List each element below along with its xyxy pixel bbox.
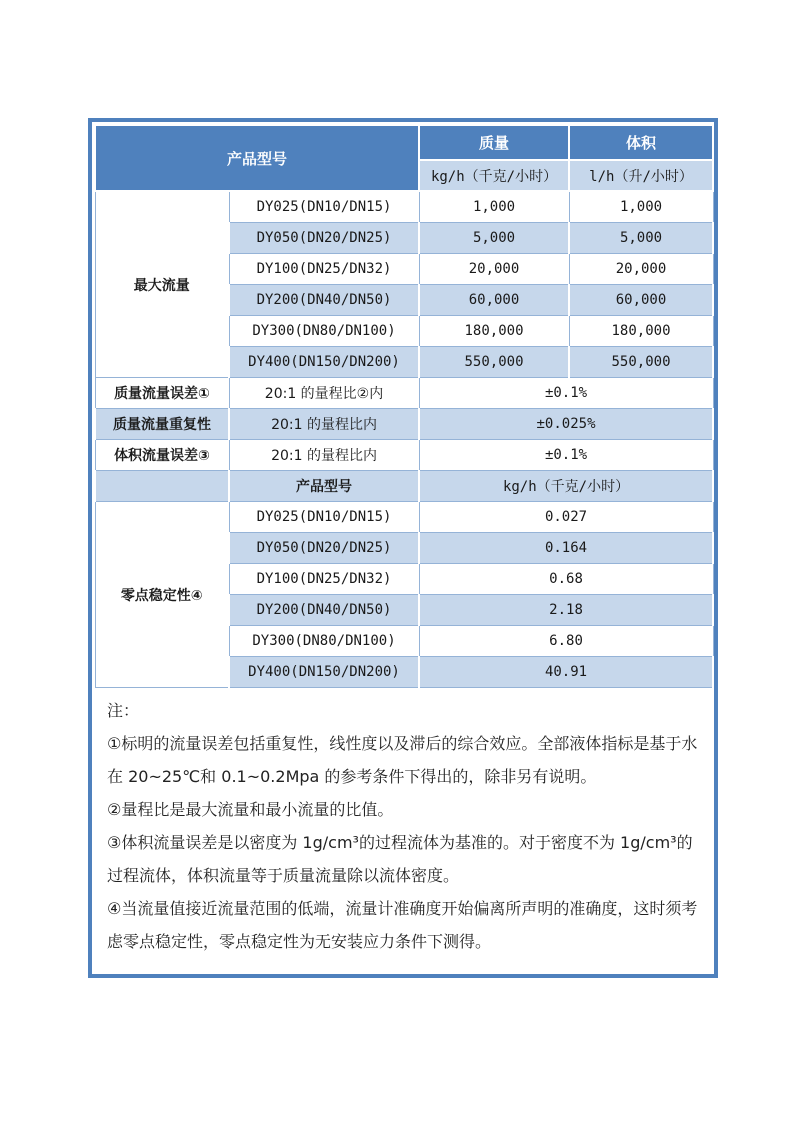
spec-label: 体积流量误差③: [95, 440, 229, 471]
volume-value-cell: 60,000: [569, 285, 713, 316]
volume-value-cell: 20,000: [569, 254, 713, 285]
volume-value-cell: 5,000: [569, 223, 713, 254]
volume-value-cell: 180,000: [569, 316, 713, 347]
max-flow-label: 最大流量: [95, 191, 229, 378]
spec-condition: 20:1 的量程比内: [229, 409, 419, 440]
header-mass: 质量: [419, 125, 569, 160]
mass-value-cell: 550,000: [419, 347, 569, 378]
model-cell: DY200(DN40/DN50): [229, 595, 419, 626]
mass-value-cell: 60,000: [419, 285, 569, 316]
table-row: [95, 191, 713, 223]
mass-value-cell: 180,000: [419, 316, 569, 347]
zero-header-unit: kg/h（千克/小时）: [419, 471, 713, 502]
model-cell: DY100(DN25/DN32): [229, 254, 419, 285]
model-cell: DY025(DN10/DN15): [229, 191, 419, 223]
model-cell: DY200(DN40/DN50): [229, 285, 419, 316]
model-cell: DY400(DN150/DN200): [229, 657, 419, 688]
zero-value-cell: 6.80: [419, 626, 713, 657]
zero-stability-label: 零点稳定性④: [95, 502, 229, 688]
model-cell: DY400(DN150/DN200): [229, 347, 419, 378]
zero-value-cell: 0.164: [419, 533, 713, 564]
flow-spec-table: [94, 124, 714, 688]
model-cell: DY100(DN25/DN32): [229, 564, 419, 595]
model-cell: DY300(DN80/DN100): [229, 626, 419, 657]
note-item-3: ③体积流量误差是以密度为 1g/cm³的过程流体为基准的。对于密度不为 1g/cm³的过程流体，体积流量等于质量流量除以流体密度。: [107, 833, 693, 885]
notes-title: 注：: [107, 701, 140, 720]
zero-value-cell: 0.68: [419, 564, 713, 595]
table-row: [95, 409, 713, 440]
zero-header-row: [95, 471, 713, 502]
header-volume-unit: l/h（升/小时）: [569, 160, 713, 191]
spec-sheet-inner: [92, 122, 714, 974]
spec-sheet-frame: [88, 118, 718, 978]
empty-cell: [95, 471, 229, 502]
note-item-1: ①标明的流量误差包括重复性，线性度以及滞后的综合效应。全部液体指标是基于水在 20~25℃和 0.1~0.2Mpa 的参考条件下得出的，除非另有说明。: [107, 734, 698, 786]
spec-value: ±0.025%: [419, 409, 713, 440]
spec-condition: 20:1 的量程比内: [229, 440, 419, 471]
model-cell: DY050(DN20/DN25): [229, 223, 419, 254]
spec-label: 质量流量误差①: [95, 378, 229, 409]
table-row: [95, 378, 713, 409]
volume-value-cell: 550,000: [569, 347, 713, 378]
note-item-2: ②量程比是最大流量和最小流量的比值。: [107, 800, 394, 819]
model-cell: DY300(DN80/DN100): [229, 316, 419, 347]
zero-header-product-model: 产品型号: [229, 471, 419, 502]
volume-value-cell: 1,000: [569, 191, 713, 223]
mass-value-cell: 5,000: [419, 223, 569, 254]
spec-label: 质量流量重复性: [95, 409, 229, 440]
spec-condition: 20:1 的量程比②内: [229, 378, 419, 409]
spec-value: ±0.1%: [419, 440, 713, 471]
header-mass-unit: kg/h（千克/小时）: [419, 160, 569, 191]
model-cell: DY025(DN10/DN15): [229, 502, 419, 533]
model-cell: DY050(DN20/DN25): [229, 533, 419, 564]
table-row: [95, 502, 713, 533]
header-product-model: 产品型号: [95, 125, 419, 191]
mass-value-cell: 20,000: [419, 254, 569, 285]
zero-value-cell: 40.91: [419, 657, 713, 688]
note-item-4: ④当流量值接近流量范围的低端，流量计准确度开始偏离所声明的准确度，这时须考虑零点稳定性，零点稳定性为无安装应力条件下测得。: [107, 899, 698, 951]
zero-value-cell: 2.18: [419, 595, 713, 626]
notes-section: [94, 688, 712, 972]
table-row: [95, 440, 713, 471]
header-volume: 体积: [569, 125, 713, 160]
mass-value-cell: 1,000: [419, 191, 569, 223]
spec-value: ±0.1%: [419, 378, 713, 409]
zero-value-cell: 0.027: [419, 502, 713, 533]
table-header-row-1: [95, 125, 713, 160]
